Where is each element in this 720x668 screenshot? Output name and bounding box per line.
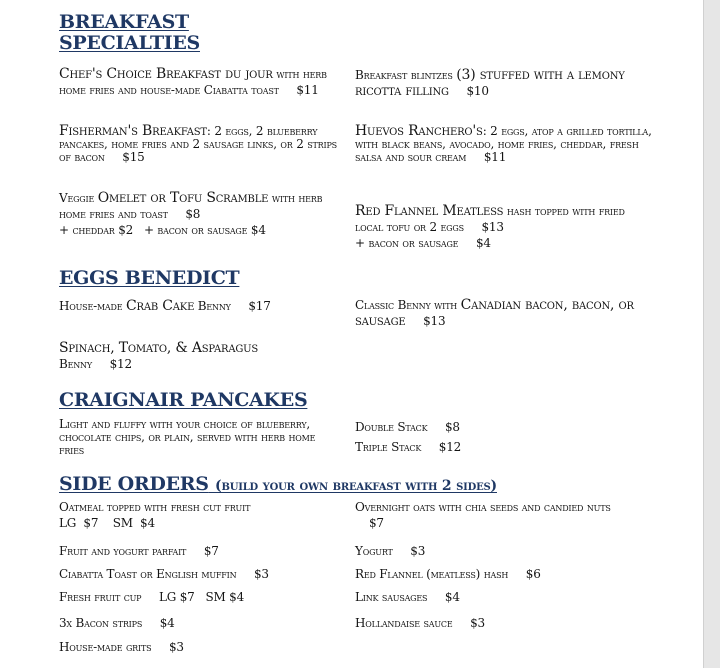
menu-item-double-stack xyxy=(355,419,655,435)
side-item-yogurt xyxy=(355,543,655,559)
side-item-oatmeal xyxy=(59,499,341,531)
pancakes-title: CRAIGNAIR PANCAKES xyxy=(59,389,308,411)
menu-item-fishermans xyxy=(59,125,341,164)
menu-item-spinach-benny xyxy=(59,340,309,372)
side-item-sizes: LG $7 SM $4 xyxy=(59,516,155,530)
side-item-price: $3 xyxy=(169,640,184,654)
item-name: Huevos Ranchero's xyxy=(355,123,483,139)
item-desc: : 2 eggs, 2 blueberry pancakes, home fries and 2 sausage links, or 2 strips of bacon xyxy=(59,124,337,164)
side-item-hollandaise xyxy=(355,615,655,631)
item-name: Fisherman's Breakfast xyxy=(59,123,207,139)
side-item-text: House-made grits xyxy=(59,640,152,654)
side-item-text: Overnight oats with chia seeds and candied nuts xyxy=(355,500,611,514)
item-addons: + bacon or sausage xyxy=(355,236,459,250)
item-name: Chef's Choice Breakfast du jour xyxy=(59,66,273,82)
item-desc: hash topped with fried local tofu or 2 eggs xyxy=(355,204,625,234)
side-item-fruit-cup xyxy=(59,589,341,605)
item-desc: : 2 eggs, atop a grilled tortilla, with black beans, avocado, home fries, cheddar, fresh salsa and sour cream xyxy=(355,124,652,164)
item-price: $12 xyxy=(109,357,132,371)
menu-item-chefs-choice xyxy=(59,66,341,98)
side-item-price: $4 xyxy=(444,590,460,604)
side-item-price: $7 xyxy=(369,516,384,530)
item-name: Spinach, Tomato, & Asparagus xyxy=(59,340,259,356)
item-suffix: Benny xyxy=(197,299,231,313)
menu-item-blintzes xyxy=(355,67,655,99)
side-item-text: Ciabatta Toast or English muffin xyxy=(59,567,237,581)
item-desc: with herb home fries and toast xyxy=(59,191,323,221)
side-item-text: Fruit and yogurt parfait xyxy=(59,544,187,558)
side-orders-subtitle: (build your own breakfast with 2 sides) xyxy=(215,478,497,494)
side-item-price: LG $7 SM $4 xyxy=(158,590,245,604)
item-prefix: House-made xyxy=(59,299,123,313)
item-name: Canadian bacon, bacon, or sausage xyxy=(355,297,634,329)
side-item-text: Yogurt xyxy=(355,544,393,558)
side-item-parfait xyxy=(59,543,341,559)
item-price: $17 xyxy=(248,299,271,313)
item-addons-price: $4 xyxy=(475,236,491,250)
menu-item-classic-benny xyxy=(355,297,655,329)
item-price: $10 xyxy=(466,84,489,98)
side-item-price: $4 xyxy=(159,616,175,630)
side-orders-heading xyxy=(59,474,679,497)
eggs-benedict-title: EGGS BENEDICT xyxy=(59,267,240,289)
side-item-overnight-oats xyxy=(355,499,620,531)
side-item-bacon-strips xyxy=(59,615,341,631)
menu-item-huevos-rancheros xyxy=(355,125,655,164)
pancakes-description xyxy=(59,418,331,457)
side-item-price: $3 xyxy=(410,544,426,558)
item-desc: with herb home fries and house-made Ciabatta toast xyxy=(59,67,327,97)
breakfast-heading-line1: BREAKFAST xyxy=(59,11,189,33)
menu-item-veggie-omelet xyxy=(59,190,341,238)
item-desc: (3) stuffed with a lemony ricotta filling xyxy=(355,67,625,99)
menu-item-triple-stack xyxy=(355,439,655,455)
side-item-price: $6 xyxy=(525,567,541,581)
item-price: $8 xyxy=(185,207,201,221)
side-item-red-flannel-hash xyxy=(355,566,655,582)
item-name: Red Flannel Meatless xyxy=(355,203,504,219)
side-item-text: Red Flannel (meatless) hash xyxy=(355,567,509,581)
item-price: $12 xyxy=(438,440,462,454)
menu-item-crab-cake-benny xyxy=(59,298,341,314)
pancakes-desc: Light and fluffy with your choice of blueberry, chocolate chips, or plain, served with herb home fries xyxy=(59,417,316,457)
side-item-price: $3 xyxy=(254,567,269,581)
side-item-text: Fresh fruit cup xyxy=(59,590,142,604)
side-item-text: Hollandaise sauce xyxy=(355,616,453,630)
item-name: Triple Stack xyxy=(355,440,422,454)
eggs-benedict-heading xyxy=(59,268,239,289)
pancakes-heading xyxy=(59,390,307,411)
item-name: Omelet or Tofu Scramble xyxy=(97,190,269,206)
side-item-grits xyxy=(59,639,341,655)
item-prefix: Classic Benny with xyxy=(355,298,458,312)
side-item-link-sausages xyxy=(355,589,655,605)
side-item-price: $3 xyxy=(470,616,485,630)
breakfast-specialties-heading xyxy=(59,12,200,54)
breakfast-heading-line2: SPECIALTIES xyxy=(59,32,200,54)
side-item-price: $7 xyxy=(203,544,219,558)
side-item-text: Oatmeal topped with fresh cut fruit xyxy=(59,500,251,514)
side-item-ciabatta xyxy=(59,566,341,582)
item-name-prefix: Veggie xyxy=(59,191,95,205)
item-price: $11 xyxy=(296,83,319,97)
vertical-scrollbar[interactable] xyxy=(703,0,720,668)
side-item-text: 3x Bacon strips xyxy=(59,616,143,630)
item-suffix: Benny xyxy=(59,357,92,371)
item-name: Breakfast blintzes xyxy=(355,68,453,82)
side-item-text: Link sausages xyxy=(355,590,428,604)
side-orders-title: SIDE ORDERS xyxy=(59,473,209,495)
item-addons: + cheddar $2 + bacon or sausage $4 xyxy=(59,223,266,237)
item-price: $11 xyxy=(483,150,507,164)
item-price: $15 xyxy=(122,150,145,164)
item-name: Double Stack xyxy=(355,420,428,434)
item-price: $13 xyxy=(481,220,504,234)
item-name: Crab Cake xyxy=(126,298,195,314)
menu-item-red-flannel-hash xyxy=(355,203,655,251)
item-price: $13 xyxy=(423,314,446,328)
item-price: $8 xyxy=(445,420,460,434)
